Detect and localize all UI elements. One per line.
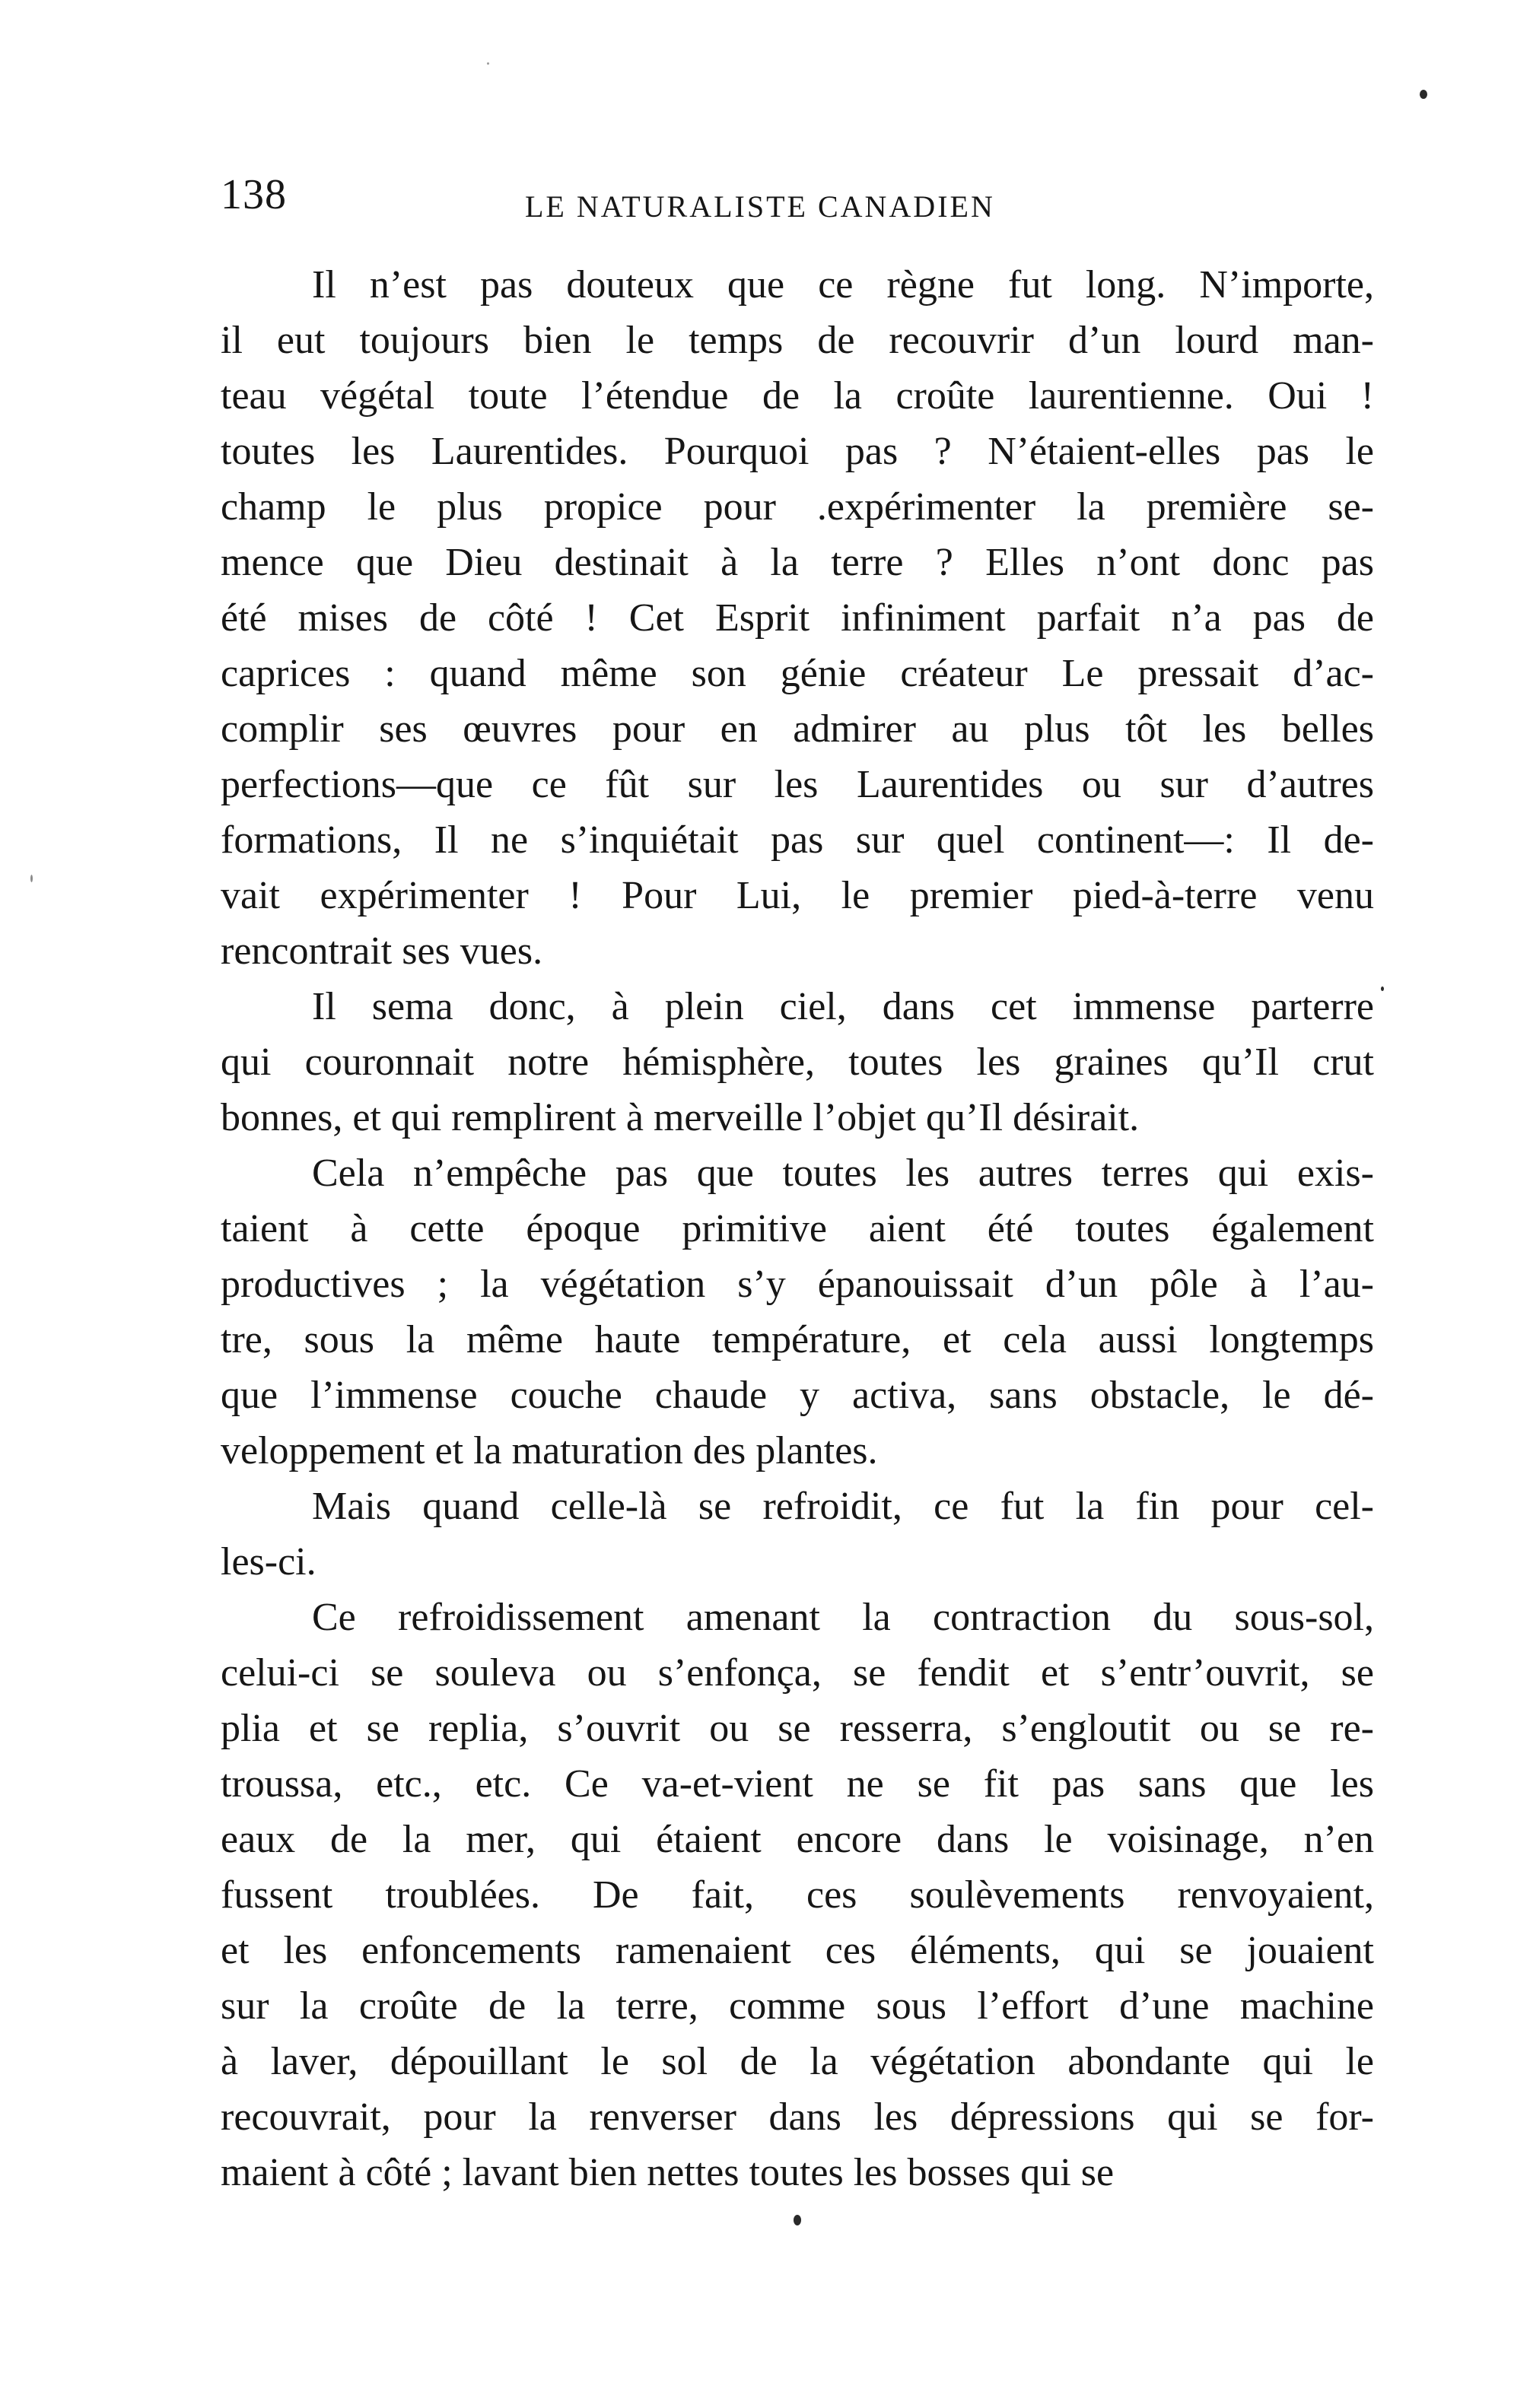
text-line: celui-ci se souleva ou s’enfonça, se fendit et s’entr’ouvrit, se xyxy=(221,1651,1374,1695)
text-line: été mises de côté ! Cet Esprit infiniment parfait n’a pas de xyxy=(221,596,1374,640)
text-line: troussa, etc., etc. Ce va-et-vient ne se fit pas sans que les xyxy=(221,1762,1374,1806)
paragraph xyxy=(221,1479,1374,1590)
text-line: taient à cette époque primitive aient été toutes également xyxy=(221,1207,1374,1250)
text-line: mence que Dieu destinait à la terre ? Elles n’ont donc pas xyxy=(221,541,1374,584)
text-line: rencontrait ses vues. xyxy=(221,929,543,973)
text-line: sur la croûte de la terre, comme sous l’effort d’une machine xyxy=(221,1984,1374,2028)
text-line: toutes les Laurentides. Pourquoi pas ? N’étaient-elles pas le xyxy=(221,430,1374,473)
text-line: à laver, dépouillant le sol de la végétation abondante qui le xyxy=(221,2040,1374,2083)
text-line: fussent troublées. De fait, ces soulèvements renvoyaient, xyxy=(221,1873,1374,1917)
text-line: maient à côté ; lavant bien nettes toutes les bosses qui se xyxy=(221,2151,1115,2194)
text-line: qui couronnait notre hémisphère, toutes les graines qu’Il crut xyxy=(221,1040,1374,1084)
paragraph xyxy=(221,979,1374,1145)
paragraph xyxy=(221,1145,1374,1479)
text-line: veloppement et la maturation des plantes. xyxy=(221,1429,878,1472)
text-line: les-ci. xyxy=(221,1540,316,1584)
text-line: teau végétal toute l’étendue de la croûte laurentienne. Oui ! xyxy=(221,374,1374,418)
text-line: et les enfoncements ramenaient ces éléments, qui se jouaient xyxy=(221,1929,1374,1972)
text-line: bonnes, et qui remplirent à merveille l’objet qu’Il désirait. xyxy=(221,1096,1140,1139)
text-line: complir ses œuvres pour en admirer au plus tôt les belles xyxy=(221,707,1374,751)
text-line: que l’immense couche chaude y activa, sans obstacle, le dé- xyxy=(221,1374,1374,1417)
paragraph xyxy=(221,257,1374,979)
text-line: productives ; la végétation s’y épanouissait d’un pôle à l’au- xyxy=(221,1263,1374,1306)
text-line: tre, sous la même haute température, et cela aussi longtemps xyxy=(221,1318,1374,1361)
text-line: champ le plus propice pour .expérimenter la première se- xyxy=(221,485,1374,529)
text-line: eaux de la mer, qui étaient encore dans le voisinage, n’en xyxy=(221,1818,1374,1861)
ink-speck xyxy=(487,62,489,65)
text-line: plia et se replia, s’ouvrit ou se resserra, s’engloutit ou se re- xyxy=(221,1707,1374,1750)
text-line: recouvrait, pour la renverser dans les dépressions qui se for- xyxy=(221,2095,1374,2139)
ink-speck xyxy=(30,875,33,882)
text-line: Ce refroidissement amenant la contraction du sous-sol, xyxy=(312,1596,1374,1639)
text-line: perfections—que ce fût sur les Laurentides ou sur d’autres xyxy=(221,763,1374,806)
paragraph xyxy=(221,1590,1374,2200)
ink-speck xyxy=(1381,986,1384,991)
text-line: Cela n’empêche pas que toutes les autres terres qui exis- xyxy=(312,1152,1374,1195)
text-line: caprices : quand même son génie créateur Le pressait d’ac- xyxy=(221,652,1374,695)
body-text xyxy=(221,257,1374,2200)
text-line: il eut toujours bien le temps de recouvrir d’un lourd man- xyxy=(221,319,1374,362)
text-line: formations, Il ne s’inquiétait pas sur quel continent—: Il de- xyxy=(221,818,1374,862)
text-line: Il sema donc, à plein ciel, dans cet immense parterre xyxy=(312,985,1374,1028)
ink-speck xyxy=(1420,90,1427,99)
running-header: LE NATURALISTE CANADIEN xyxy=(525,189,995,224)
text-line: Il n’est pas douteux que ce règne fut long. N’importe, xyxy=(312,263,1374,307)
ink-speck xyxy=(794,2215,801,2225)
text-line: vait expérimenter ! Pour Lui, le premier pied-à-terre venu xyxy=(221,874,1374,917)
text-line: Mais quand celle-là se refroidit, ce fut la fin pour cel- xyxy=(312,1485,1374,1528)
page-number: 138 xyxy=(221,171,287,218)
